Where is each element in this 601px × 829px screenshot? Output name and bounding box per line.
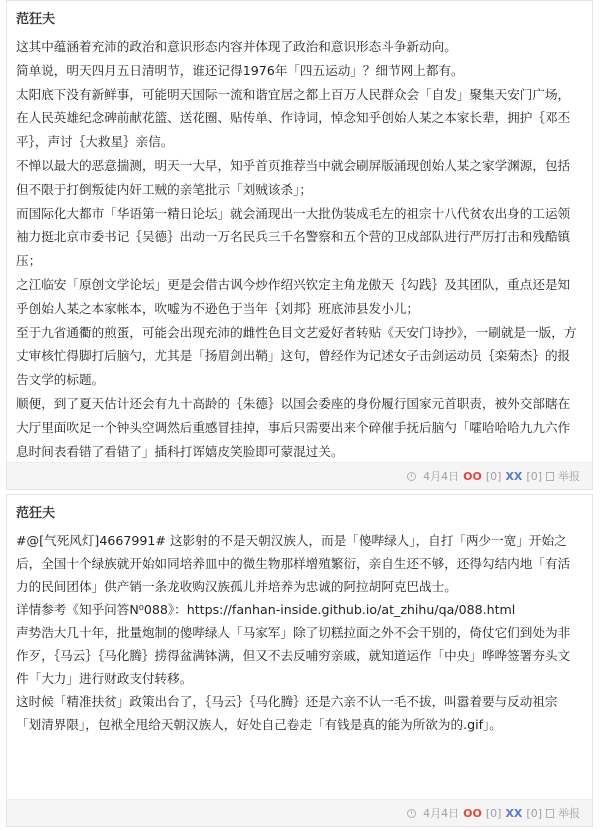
xx-vote-button[interactable]: XX bbox=[505, 469, 523, 483]
comment-paragraph: 而国际化大都市「华语第一精日论坛」就会涌现出一大批伪装成毛左的祖宗十八代贫农出身的工运领袖力挺北京市委书记｛吴德｝出动一万名民兵三千名警察和五个营的卫戍部队进行严厉打击和残酷镇压； bbox=[16, 205, 571, 269]
comment-card bbox=[6, 494, 593, 827]
report-button[interactable]: 举报 bbox=[558, 807, 580, 820]
oo-vote-button[interactable]: OO bbox=[463, 469, 482, 483]
comment-footer bbox=[7, 462, 592, 489]
comment-paragraph: 声势浩大几十年，批量炮制的傻哔绿人「马家军」除了切糕拉面之外不会干别的，倚仗它们到处为非作歹，｛马云｝｛马化腾｝捞得盆满钵满，但又不去反哺穷亲戚，就知道运作「中央」哗哗签署夯头文件「大力」进行财政支付转移。 bbox=[16, 625, 571, 686]
clock-icon bbox=[407, 809, 416, 818]
comment-author[interactable]: 范狂夫 bbox=[16, 506, 56, 521]
xx-vote-button[interactable]: XX bbox=[505, 806, 523, 820]
comment-body bbox=[16, 35, 582, 463]
comment-paragraph: 这时候「精准扶贫」政策出台了，｛马云｝｛马化腾｝还是六亲不认一毛不拔，叫嚣着要与反动祖宗「划清界限」，包袱全甩给天朝汉族人，好处自己卷走「有钱是真的能为所欲为的.gif」。 bbox=[16, 694, 558, 732]
comment-paragraph[interactable]: 详情参考《知乎问答N⁰088》：https://fanhan-inside.github.io/at_zhihu/qa/088.html bbox=[16, 602, 516, 617]
oo-vote-button[interactable]: OO bbox=[463, 806, 482, 820]
comment-paragraph: 顺便，到了夏天估计还会有九十高龄的｛朱德｝以国会委座的身份履行国家元首职责，被外交部瞎在大厅里面吹足一个钟头空调然后重感冒挂掉，事后只需要出来个碎催手抚后脑勺「嚯哈哈哈九九六作息时间表看错了看错了」插科打诨嬉皮笑脸即可蒙混过关。 bbox=[16, 395, 571, 459]
comment-date: 4月4日 bbox=[423, 807, 460, 820]
comment-paragraph: 太阳底下没有新鲜事，可能明天国际一流和谐宜居之都上百万人民群众会「自发」聚集天安门广场，在人民英雄纪念碑前献花篮、送花圈、贴传单、作诗词，悼念知乎创始人某之本家长辈，拥护｛邓丕平｝，声讨｛大救星｝亲信。 bbox=[16, 86, 571, 150]
oo-count: [0] bbox=[485, 469, 502, 483]
comment-paragraph: 之江临安「原创文学论坛」更是会借古讽今炒作绍兴钦定主角龙傲天｛勾践｝及其团队，重点还是知乎创始人某之本家帐本，吹嘘为不逊色于当年｛刘邦｝班底沛县发小儿； bbox=[16, 276, 571, 316]
xx-count: [0] bbox=[526, 469, 542, 483]
comment-paragraph: 至于九省通衢的煎蛋，可能会出现充沛的雌性色目文艺爱好者转贴《天安门诗抄》，一刷就是一版，方丈审核忙得脚打后脑勺，尤其是「扬眉剑出鞘」这句，曾经作为记述女子击剑运动员｛栾菊杰｝的报告文学的标题。 bbox=[16, 324, 577, 388]
oo-count: [0] bbox=[485, 806, 502, 820]
report-icon bbox=[546, 472, 554, 481]
comment-card bbox=[6, 0, 593, 490]
comment-footer bbox=[7, 799, 592, 826]
comment-date: 4月4日 bbox=[423, 470, 460, 483]
comment-paragraph: 这其中蕴涵着充沛的政治和意识形态内容并体现了政治和意识形态斗争新动向。 bbox=[16, 39, 457, 54]
xx-count: [0] bbox=[526, 806, 542, 820]
report-button[interactable]: 举报 bbox=[558, 470, 580, 483]
comment-paragraph: 不惮以最大的恶意揣测，明天一大早，知乎首页推荐当中就会刷屏版涌现创始人某之家学渊源，包括但不限于打倒叛徒内奸工贼的亲笔批示「刘贼该杀」； bbox=[16, 157, 571, 197]
comment-body bbox=[16, 529, 582, 736]
comment-author[interactable]: 范狂夫 bbox=[16, 12, 56, 27]
report-icon bbox=[546, 809, 554, 818]
comment-paragraph: #@[气死风灯]4667991# 这影射的不是天朝汉族人，而是「傻哔绿人」，自打「两少一宽」开始之后，全国十个绿族就开始如同培养皿中的微生物那样增殖繁衍，亲自生还不够，还得勾结内地「有活力的民间团体」供产销一条龙收购汉族孤儿并培养为忠诚的阿拉胡阿克巴战士。 bbox=[16, 533, 571, 594]
clock-icon bbox=[407, 472, 416, 481]
comment-paragraph: 简单说，明天四月五日清明节，谁还记得1976年「四五运动」？细节网上都有。 bbox=[16, 62, 464, 78]
